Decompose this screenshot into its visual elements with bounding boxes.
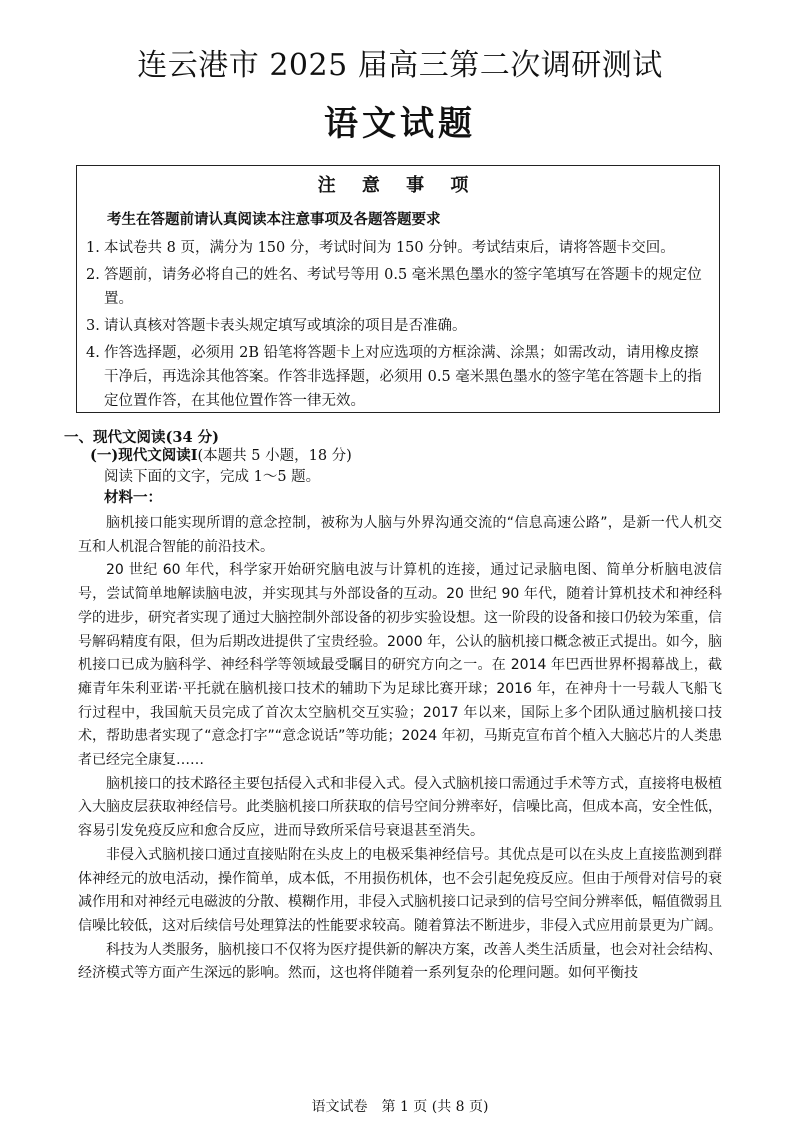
notice-item-number: 2.: [86, 267, 100, 283]
section-heading: 一、现代文阅读(34 分): [64, 429, 219, 446]
notice-item: [86, 236, 708, 260]
passage-paragraph: 科技为人类服务，脑机接口不仅将为医疗提供新的解决方案，改善人类生活质量，也会对社会结构、经济模式等方面产生深远的影响。然而，这也将伴随着一系列复杂的伦理问题。如何平衡技: [78, 941, 722, 982]
notice-item-text: 本试卷共 8 页，满分为 150 分，考试时间为 150 分钟。考试结束后，请将答题卡交回。: [104, 240, 675, 256]
notice-item-text: 答题前，请务必将自己的姓名、考试号等用 0.5 毫米黑色墨水的签字笔填写在答题卡的规定位置。: [104, 267, 702, 307]
notice-box: [76, 165, 720, 413]
notice-item-number: 4.: [86, 345, 100, 361]
notice-item: [86, 341, 708, 413]
notice-item: [86, 263, 708, 311]
subject-title: 语文试题: [324, 104, 476, 144]
sub-heading-title: (一)现代文阅读Ⅰ: [90, 447, 198, 464]
notice-item: [86, 314, 708, 338]
exam-title: 连云港市 2025 届高三第二次调研测试: [137, 48, 663, 83]
passage-paragraph: 脑机接口的技术路径主要包括侵入式和非侵入式。侵入式脑机接口需通过手术等方式，直接将电极植入大脑皮层获取神经信号。此类脑机接口所获取的信号空间分辨率好，信噪比高，但成本高，安全性低，容易引发免疫反应和愈合反应，进而导致所采信号衰退甚至消失。: [78, 775, 722, 840]
material-label: 材料一：: [104, 489, 162, 506]
notice-item-text: 作答选择题，必须用 2B 铅笔将答题卡上对应选项的方框涂满、涂黑；如需改动，请用橡皮擦干净后，再选涂其他答案。作答非选择题，必须用 0.5 毫米黑色墨水的签字笔在答题卡上的指定位置作答，在其他位置作答一律无效。: [104, 345, 702, 409]
notice-intro: 考生在答题前请认真阅读本注意事项及各题答题要求: [107, 211, 441, 228]
sub-heading-detail: (本题共 5 小题，18 分): [197, 448, 352, 464]
page-footer: 语文试卷 第 1 页 (共 8 页): [311, 1099, 489, 1115]
passage-paragraph: 20 世纪 60 年代，科学家开始研究脑电波与计算机的连接，通过记录脑电图、简单分析脑电波信号，尝试简单地解读脑电波，并实现其与外部设备的互动。20 世纪 90 年代，随着计算机技术和神经科学的进步，研究者实现了通过大脑控制外部设备的初步实验设想。这一阶段的设备和接口仍较为笨重，信号解码精度有限，但为后期改进提供了宝贵经验。2000 年，公认的脑机接口概念被正式提出。如今，脑机接口已成为脑科学、神经科学等领域最受瞩目的研究方向之一。在 2014 年巴西世界杯揭幕战上，截瘫青年朱利亚诺·平托就在脑机接口技术的辅助下为足球比赛开球；2016 年，在神舟十一号载人飞船飞行过程中，我国航天员完成了首次太空脑机交互实验；2017 年以来，国际上多个团队通过脑机接口技术，帮助患者实现了“意念打字”“意念说话”等功能；2024 年初，马斯克宣布首个植入大脑芯片的人类患者已经完全康复……: [78, 562, 722, 769]
notice-item-text: 请认真核对答题卡表头规定填写或填涂的项目是否准确。: [104, 318, 467, 334]
passage-paragraph: 脑机接口能实现所谓的意念控制，被称为人脑与外界沟通交流的“信息高速公路”，是新一代人机交互和人机混合智能的前沿技术。: [78, 515, 722, 555]
notice-item-number: 1.: [86, 240, 100, 256]
reading-instruction: 阅读下面的文字，完成 1～5 题。: [104, 469, 321, 485]
notice-item-number: 3.: [86, 318, 100, 334]
notice-heading: 注 意 事 项: [317, 175, 479, 196]
passage-body: [78, 512, 722, 986]
notice-list: [86, 236, 708, 416]
sub-section-heading: [90, 446, 352, 466]
passage-paragraph: 非侵入式脑机接口通过直接贴附在头皮上的电极采集神经信号。其优点是可以在头皮上直接监测到群体神经元的放电活动，操作简单，成本低，不用损伤机体，也不会引起免疫反应。但由于颅骨对信号的衰减作用和对神经元电磁波的分散、模糊作用，非侵入式脑机接口记录到的信号空间分辨率低，幅值微弱且信噪比较低，这对后续信号处理算法的性能要求较高。随着算法不断进步，非侵入式应用前景更为广阔。: [78, 846, 722, 934]
